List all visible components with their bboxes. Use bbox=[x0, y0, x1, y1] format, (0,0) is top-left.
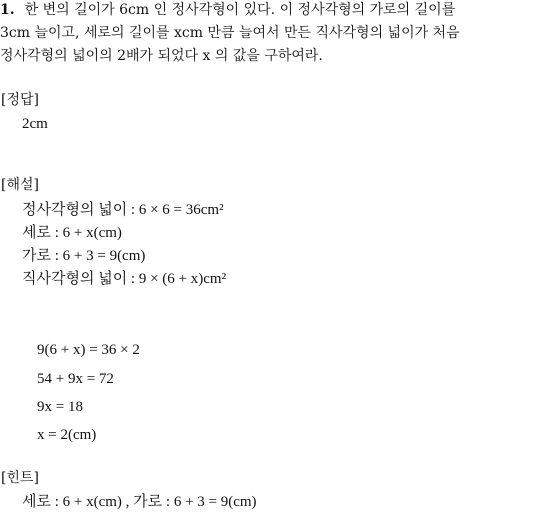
hint-header: [힌트] bbox=[1, 470, 39, 486]
equation-2: 54 + 9x = 72 bbox=[37, 371, 114, 387]
answer-value: 2cm bbox=[22, 116, 48, 132]
solution-header: [해설] bbox=[1, 177, 39, 193]
solution-line-1: 정사각형의 넓이 : 6 × 6 = 36cm² bbox=[22, 202, 224, 218]
question-number: 1. bbox=[0, 2, 15, 18]
question-line-1 bbox=[0, 0, 455, 20]
equation-1: 9(6 + x) = 36 × 2 bbox=[37, 342, 140, 358]
hint-text: 세로 : 6 + x(cm) , 가로 : 6 + 3 = 9(cm) bbox=[22, 494, 257, 510]
question-text-1: 한 변의 길이가 6cm 인 정사각형이 있다. 이 정사각형의 가로의 길이를 bbox=[24, 2, 456, 18]
equation-3: 9x = 18 bbox=[37, 399, 83, 415]
solution-line-4: 직사각형의 넓이 : 9 × (6 + x)cm² bbox=[22, 271, 227, 287]
solution-line-3: 가로 : 6 + 3 = 9(cm) bbox=[22, 248, 146, 264]
answer-header: [정답] bbox=[1, 92, 39, 108]
question-line-2: 3cm 늘이고, 세로의 길이를 xcm 만큼 늘여서 만든 직사각형의 넓이가 처음 bbox=[0, 25, 460, 41]
question-line-3: 정사각형의 넓이의 2배가 되었다 x 의 값을 구하여라. bbox=[0, 48, 323, 64]
solution-line-2: 세로 : 6 + x(cm) bbox=[22, 225, 122, 241]
equation-4: x = 2(cm) bbox=[37, 427, 97, 443]
